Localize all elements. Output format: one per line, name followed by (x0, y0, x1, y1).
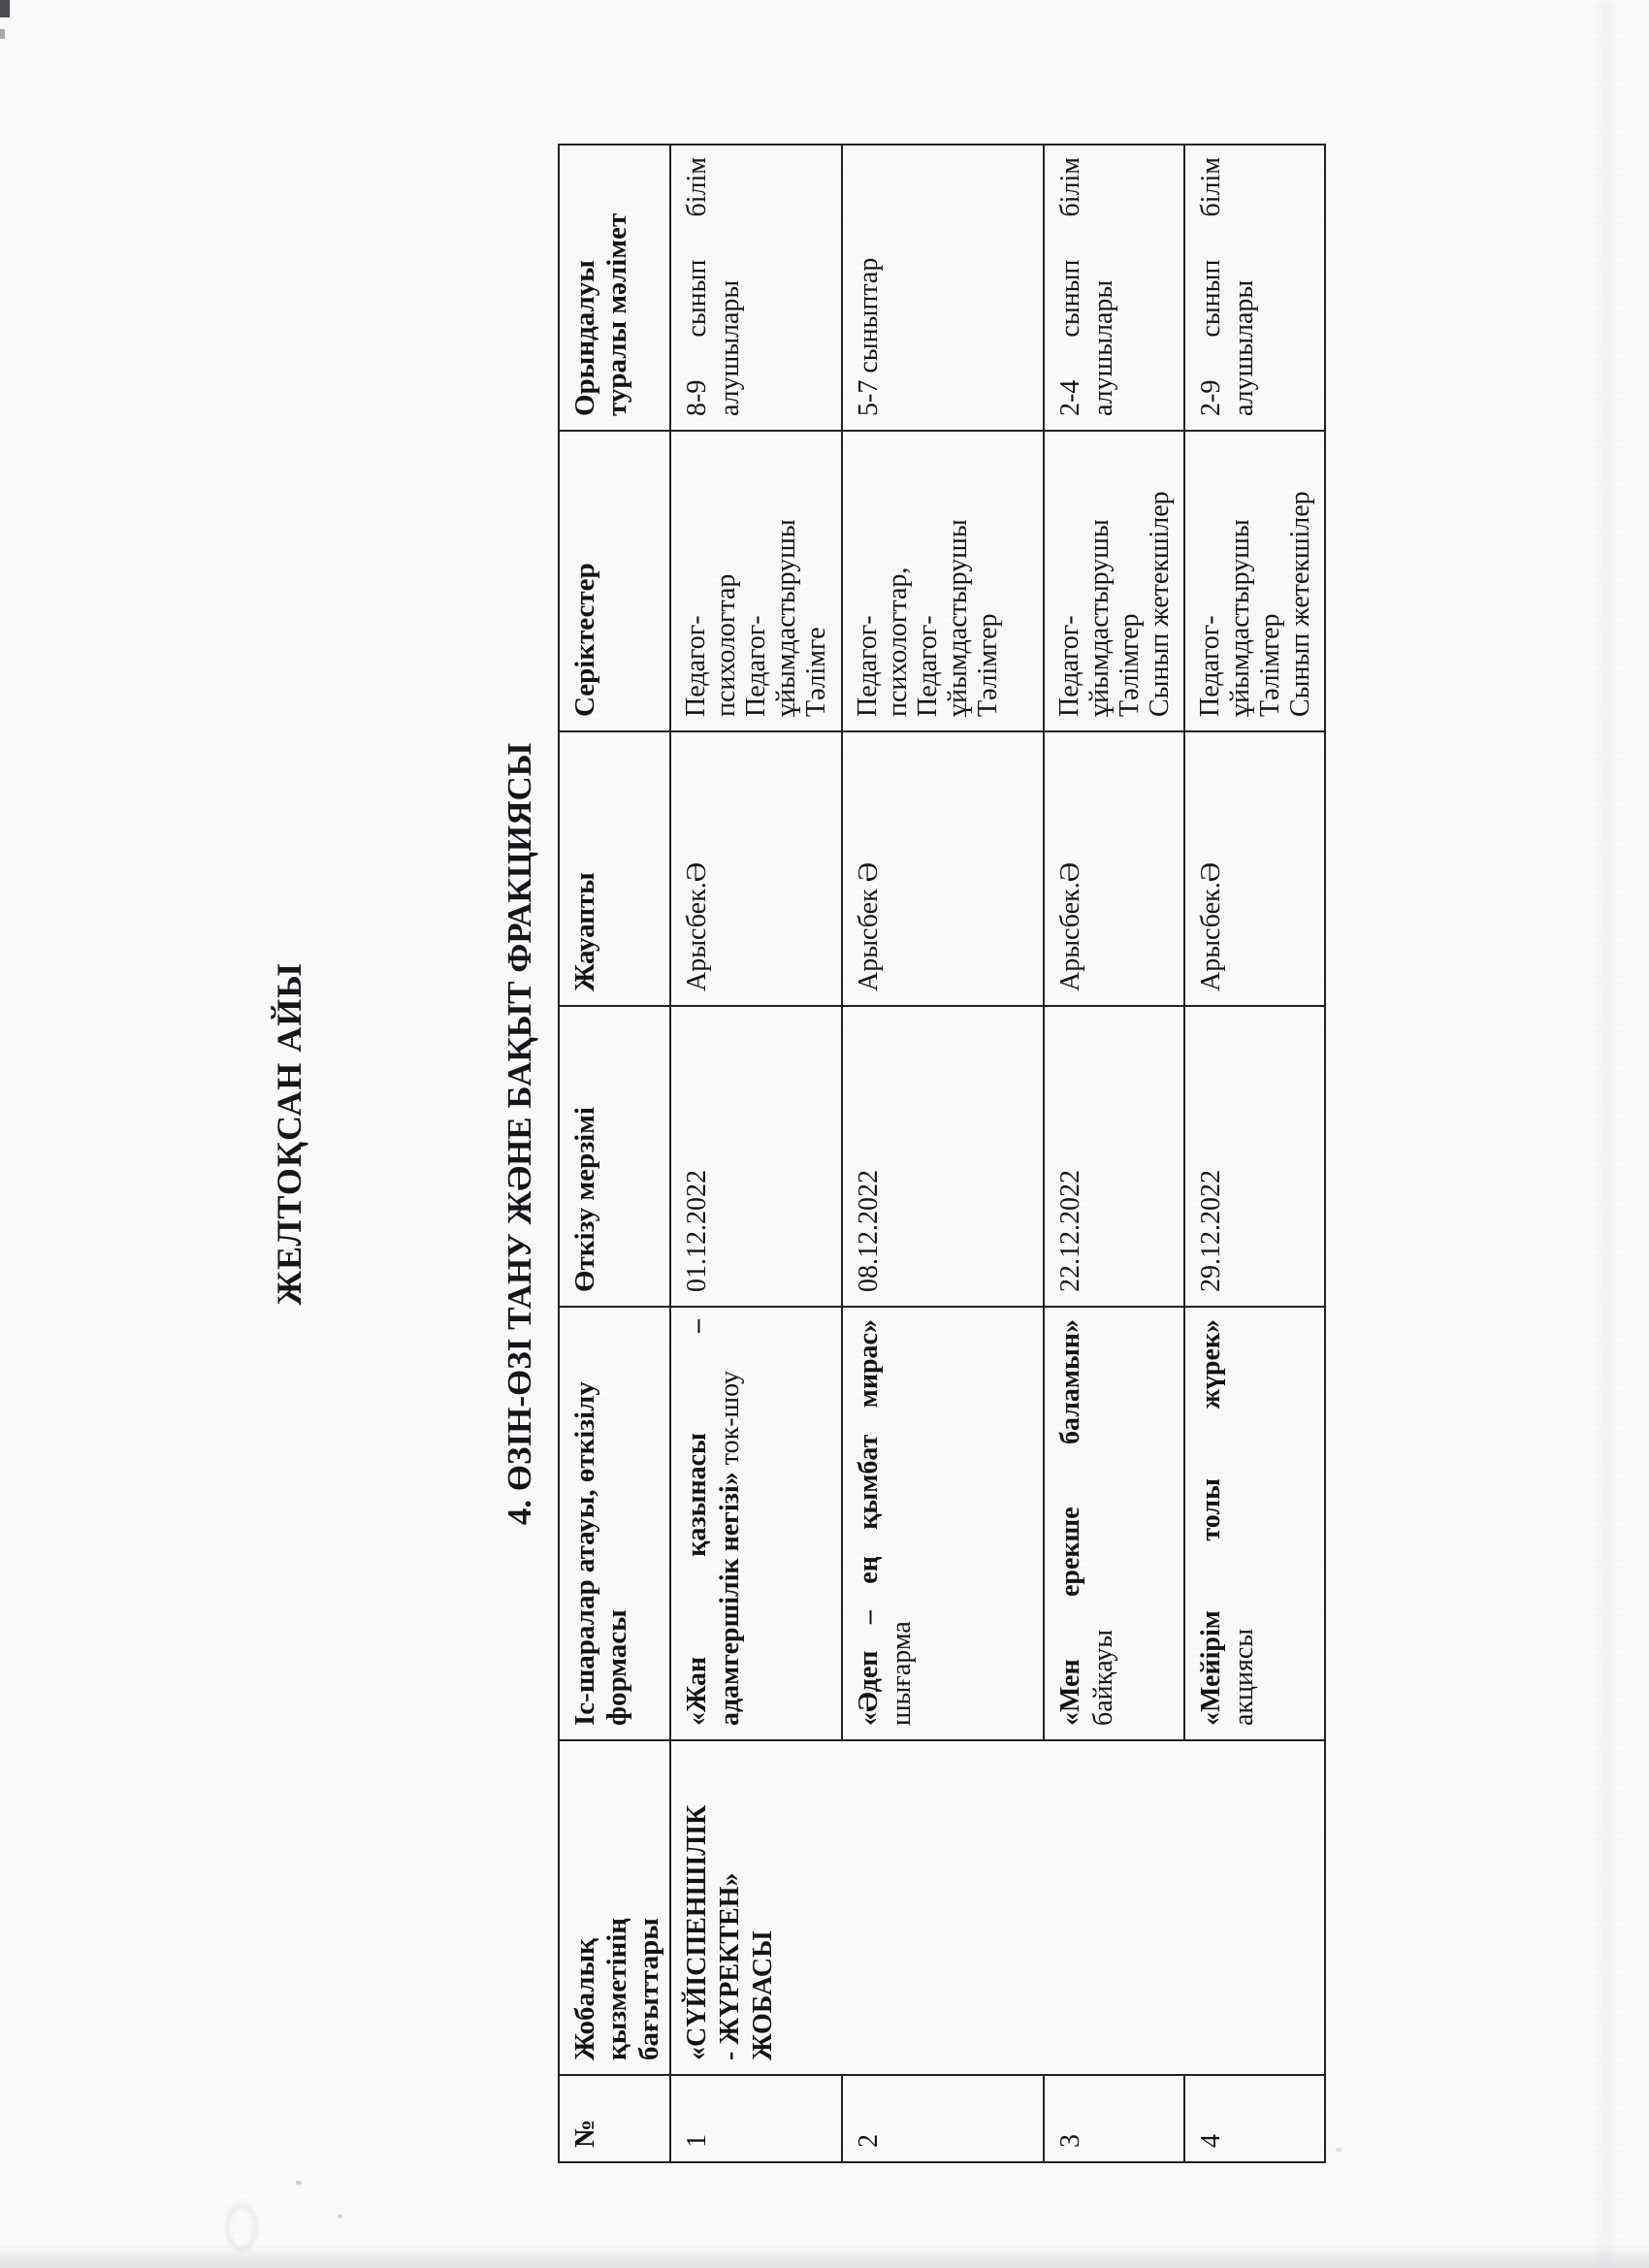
activity-line-2: шығарма (887, 1621, 917, 1726)
responsible-cell: Арысбек Ә (842, 731, 1044, 1006)
partners-cell: Педагог- ұйымдастырушы Тәлімгер Сынып жетекшілер (1184, 431, 1325, 731)
col-header-direction: Жобалық қызметінің бағыттары (559, 1740, 670, 2075)
activity-cell (842, 1307, 1044, 1740)
col-header-info: Орындалуы туралы мәлімет (559, 145, 670, 431)
scan-speck (296, 2181, 302, 2185)
row-number: 2 (842, 2075, 1044, 2162)
date-cell: 01.12.2022 (670, 1006, 842, 1307)
month-title: ЖЕЛТОҚСАН АЙЫ (270, 962, 308, 1306)
activity-line-2: адамгершілік негізі» ток-шоу (715, 1370, 745, 1726)
activity-line-2: акциясы (1229, 1628, 1259, 1726)
table-row-1 (670, 145, 842, 2162)
activity-cell (670, 1307, 842, 1740)
responsible-cell: Арысбек.Ә (1044, 731, 1184, 1006)
plan-table (558, 144, 1326, 2163)
scan-corner-mark (0, 0, 10, 17)
partners-cell: Педагог- психологтар, Педагог- ұйымдастырушы Тәлімгер (842, 431, 1044, 731)
activity-cell (1184, 1307, 1325, 1740)
scan-speck (1336, 2148, 1342, 2152)
date-cell: 29.12.2022 (1184, 1006, 1325, 1307)
responsible-cell: Арысбек.Ә (670, 731, 842, 1006)
section-title: 4. ӨЗІН-ӨЗІ ТАНУ ЖӘНЕ БАҚЫТ ФРАКЦИЯСЫ (501, 742, 538, 1526)
scan-speck (338, 2215, 342, 2219)
row-number: 4 (1184, 2075, 1325, 2162)
activity-line-1: «Мейірім толы жүрек» (1196, 1319, 1226, 1726)
partners-cell: Педагог- психологтар Педагог- ұйымдастырушы Тәлімге (670, 431, 842, 731)
row-number: 3 (1044, 2075, 1184, 2162)
responsible-cell: Арысбек.Ә (1184, 731, 1325, 1006)
activity-line-1: «Әдеп – ең қымбат мирас» (854, 1319, 884, 1726)
scan-corner-mark-small (0, 29, 5, 39)
col-header-activity: Іс-шаралар атауы, өткізілу формасы (559, 1307, 670, 1740)
info-cell: 2-4 сынып білім алушылары (1044, 145, 1184, 431)
info-cell: 5-7 сыныптар (842, 145, 1044, 431)
project-cell: «СҮЙІСПЕНШІЛІК - ЖҮРЕКТЕН» ЖОБАСЫ (670, 1740, 1325, 2075)
table-header-row (559, 145, 670, 2162)
col-header-partners: Серіктестер (559, 431, 670, 731)
activity-line-1: «Жан қазынасы – (682, 1319, 712, 1726)
date-cell: 22.12.2022 (1044, 1006, 1184, 1307)
scan-bottom-shadow (0, 2243, 1649, 2268)
scan-light-band (1599, 0, 1612, 2268)
col-header-date: Өткізу мерзімі (559, 1006, 670, 1307)
row-number: 1 (670, 2075, 842, 2162)
activity-line-2: байқауы (1088, 1629, 1118, 1726)
activity-cell (1044, 1307, 1184, 1740)
col-header-responsible: Жауапты (559, 731, 670, 1006)
activity-line-1: «Мен ерекше баламын» (1055, 1319, 1085, 1726)
info-cell: 2-9 сынып білім алушылары (1184, 145, 1325, 431)
col-header-number: № (559, 2075, 670, 2162)
date-cell: 08.12.2022 (842, 1006, 1044, 1307)
partners-cell: Педагог- ұйымдастырушы Тәлімгер Сынып жетекшілер (1044, 431, 1184, 731)
info-cell: 8-9 сынып білім алушылары (670, 145, 842, 431)
